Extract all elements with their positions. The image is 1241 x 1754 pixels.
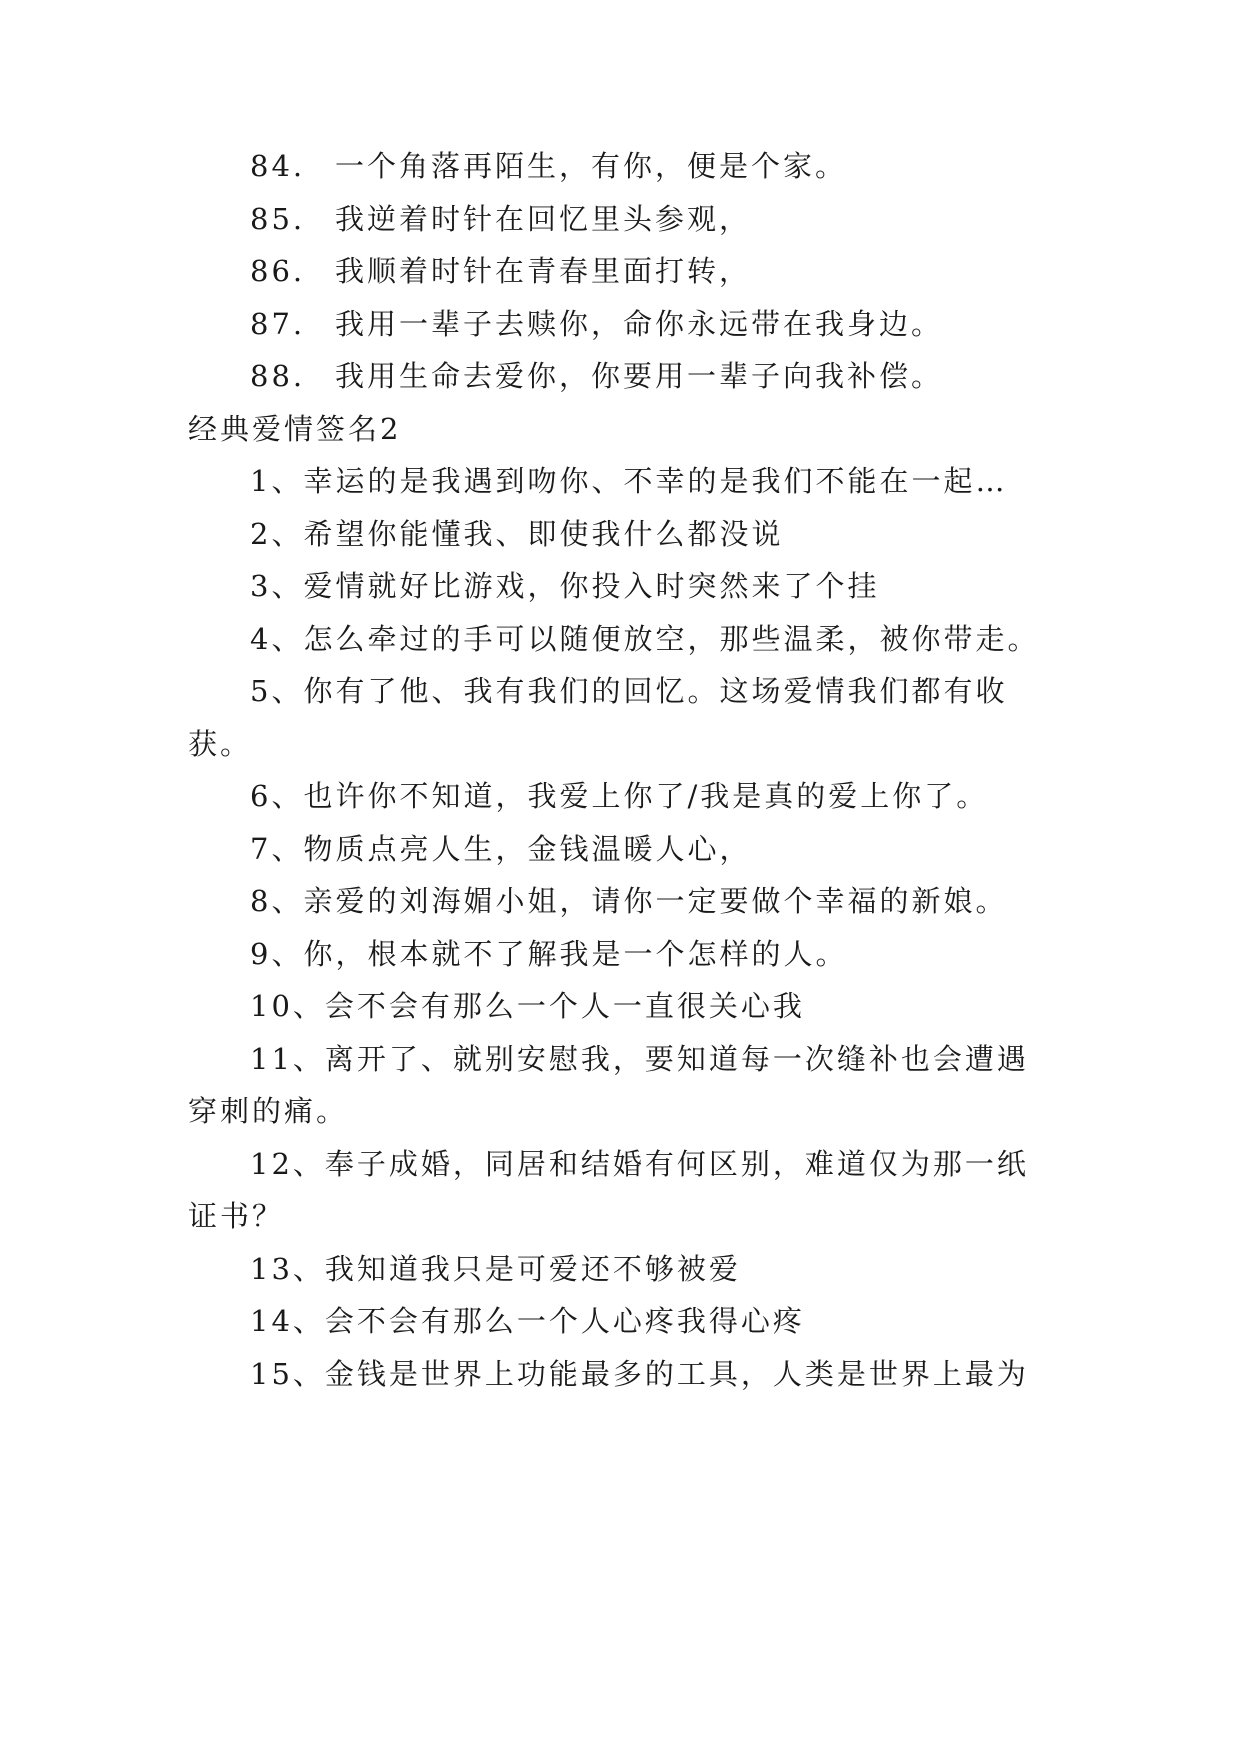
list-item: 1、幸运的是我遇到吻你、不幸的是我们不能在一起… [250,464,1008,498]
list-item: 8、亲爱的刘海媚小姐，请你一定要做个幸福的新娘。 [250,884,1008,918]
line-number: 86. [250,254,306,288]
line-number: 88. [250,359,306,393]
list-item: 11、离开了、就别安慰我，要知道每一次缝补也会遭遇 [250,1042,1029,1076]
list-item: 12、奉子成婚，同居和结婚有何区别，难道仅为那一纸 [250,1147,1029,1181]
section-title: 经典爱情签名2 [188,412,402,446]
numbered-line-86 [250,253,751,289]
line-text: 我顺着时针在青春里面打转， [335,254,752,288]
line-number: 87. [250,307,306,341]
numbered-line-84 [250,148,847,184]
list-item: 10、会不会有那么一个人一直很关心我 [250,989,805,1023]
list-item-continuation: 穿刺的痛。 [188,1094,349,1128]
line-text: 我用一辈子去赎你，命你永远带在我身边。 [335,307,944,341]
numbered-line-85 [250,201,751,237]
line-number: 84. [250,149,306,183]
list-item: 4、怎么牵过的手可以随便放空，那些温柔，被你带走。 [250,622,1040,656]
numbered-line-88 [250,358,943,394]
line-text: 我用生命去爱你，你要用一辈子向我补偿。 [335,359,944,393]
line-text: 我逆着时针在回忆里头参观， [335,202,752,236]
list-item: 3、爱情就好比游戏，你投入时突然来了个挂 [250,569,880,603]
list-item: 6、也许你不知道，我爱上你了/我是真的爱上你了。 [250,779,989,813]
numbered-line-87 [250,306,943,342]
list-item: 15、金钱是世界上功能最多的工具，人类是世界上最为 [250,1357,1029,1391]
list-item-continuation: 获。 [188,727,253,761]
line-number: 85. [250,202,306,236]
list-item: 7、物质点亮人生，金钱温暖人心， [250,832,752,866]
list-item: 13、我知道我只是可爱还不够被爱 [250,1252,741,1286]
line-text: 一个角落再陌生，有你，便是个家。 [335,149,848,183]
list-item: 5、你有了他、我有我们的回忆。这场爱情我们都有收 [250,674,1008,708]
list-item: 14、会不会有那么一个人心疼我得心疼 [250,1304,805,1338]
list-item-continuation: 证书？ [188,1199,285,1233]
list-item: 9、你，根本就不了解我是一个怎样的人。 [250,937,848,971]
list-item: 2、希望你能懂我、即使我什么都没说 [250,517,784,551]
